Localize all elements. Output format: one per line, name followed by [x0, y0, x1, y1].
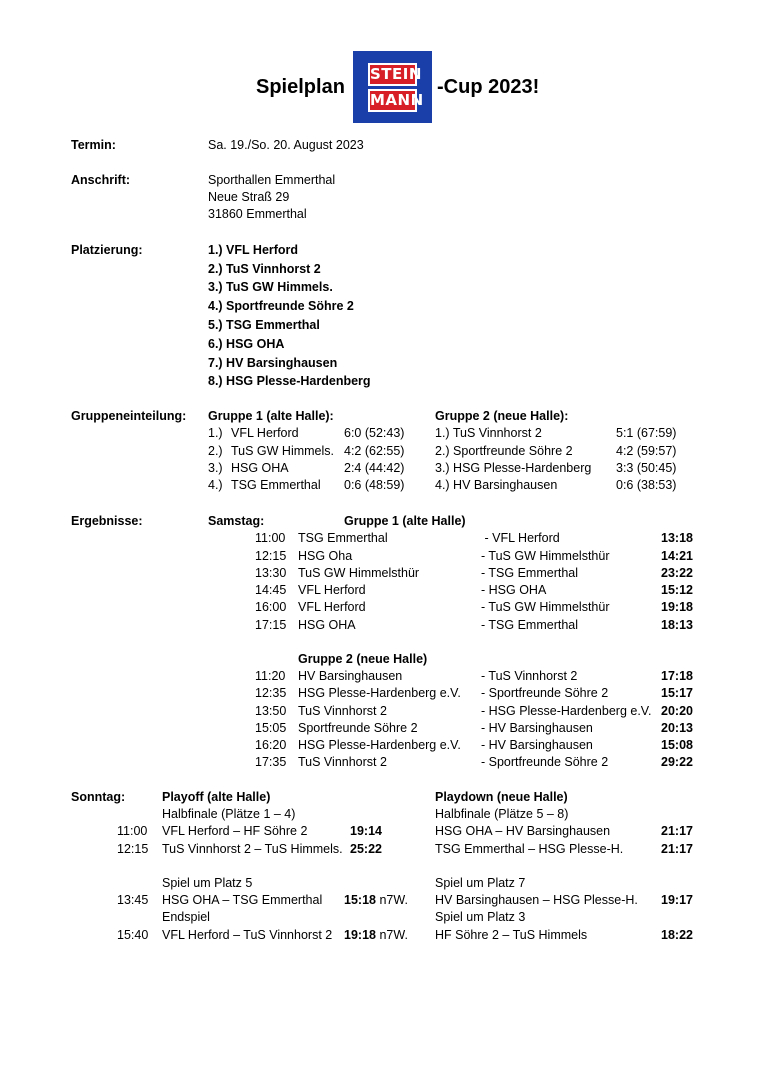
match-time: 13:30	[255, 566, 287, 580]
steinmann-logo	[353, 51, 432, 123]
g2-score: 5:1 (67:59)	[616, 426, 677, 440]
g1-team: HSG OHA	[231, 461, 289, 475]
match-home: HSG OHA	[298, 618, 356, 632]
g2-team: 1.) TuS Vinnhorst 2	[435, 426, 542, 440]
match-away: - TSG Emmerthal	[481, 618, 579, 632]
score-suffix: n7W.	[375, 893, 408, 907]
match-score: 15:17	[661, 686, 693, 700]
match-home: TuS Vinnhorst 2	[298, 755, 387, 769]
samstag-label: Samstag:	[208, 514, 265, 528]
playdown-match: HV Barsinghausen – HSG Plesse-H.	[435, 893, 638, 907]
g1-team: TSG Emmerthal	[231, 478, 321, 492]
match-time: 17:15	[255, 618, 287, 632]
match-home: HSG Oha	[298, 549, 353, 563]
playoff-score-line	[344, 928, 408, 942]
playoff-match: VFL Herford – HF Söhre 2	[162, 824, 308, 838]
g1-rank: 3.)	[208, 461, 223, 475]
logo-line-1: STEIN	[368, 63, 417, 86]
match-away: - Sportfreunde Söhre 2	[481, 686, 609, 700]
endspiel-title: Endspiel	[162, 910, 210, 924]
gruppe1-results-title: Gruppe 1 (alte Halle)	[344, 514, 466, 528]
match-time: 13:50	[255, 704, 287, 718]
playdown-score: 19:17	[661, 893, 693, 907]
match-time: 12:15	[255, 549, 287, 563]
match-time: 15:05	[255, 721, 287, 735]
match-score: 15:08	[661, 738, 693, 752]
playoff-score: 19:18	[344, 928, 376, 942]
g2-score: 4:2 (59:57)	[616, 444, 677, 458]
playdown-match: HF Söhre 2 – TuS Himmels	[435, 928, 588, 942]
match-time: 12:15	[117, 842, 149, 856]
g1-rank: 4.)	[208, 478, 223, 492]
match-away: - HV Barsinghausen	[481, 721, 593, 735]
g1-team: VFL Herford	[231, 426, 299, 440]
playdown-subtitle: Halbfinale (Plätze 5 – 8)	[435, 807, 569, 821]
match-time: 11:20	[255, 669, 286, 683]
platzierung-item: 1.) VFL Herford	[208, 243, 299, 257]
termin-label: Termin:	[71, 138, 116, 152]
playoff-match: TuS Vinnhorst 2 – TuS Himmels.	[162, 842, 343, 856]
match-away: - HSG Plesse-Hardenberg e.V.	[481, 704, 652, 718]
platzierung-item: 2.) TuS Vinnhorst 2	[208, 262, 321, 276]
match-away: - TuS GW Himmelsthür	[481, 549, 610, 563]
playoff-score: 15:18	[344, 893, 376, 907]
match-time: 16:00	[255, 600, 287, 614]
platzierung-item: 3.) TuS GW Himmels.	[208, 280, 333, 294]
gruppe1-title: Gruppe 1 (alte Halle):	[208, 409, 334, 423]
logo-line-2: MANN	[368, 89, 417, 112]
score-suffix: n7W.	[375, 928, 408, 942]
playdown-match: HSG OHA – HV Barsinghausen	[435, 824, 611, 838]
termin-value: Sa. 19./So. 20. August 2023	[208, 138, 364, 152]
match-score: 13:18	[661, 531, 693, 545]
playdown-score: 18:22	[661, 928, 693, 942]
match-score: 17:18	[661, 669, 693, 683]
playoff-subtitle: Halbfinale (Plätze 1 – 4)	[162, 807, 296, 821]
anschrift-line: Neue Straß 29	[208, 190, 290, 204]
platz5-title: Spiel um Platz 5	[162, 876, 253, 890]
playoff-match: HSG OHA – TSG Emmerthal	[162, 893, 323, 907]
platz3-title: Spiel um Platz 3	[435, 910, 526, 924]
playdown-score: 21:17	[661, 842, 693, 856]
g1-rank: 2.)	[208, 444, 223, 458]
g1-score: 6:0 (52:43)	[344, 426, 405, 440]
match-time: 11:00	[255, 531, 286, 545]
g1-score: 0:6 (48:59)	[344, 478, 405, 492]
match-home: VFL Herford	[298, 600, 366, 614]
match-home: TuS GW Himmelsthür	[298, 566, 420, 580]
playoff-title: Playoff (alte Halle)	[162, 790, 271, 804]
match-score: 20:13	[661, 721, 693, 735]
g2-team: 3.) HSG Plesse-Hardenberg	[435, 461, 592, 475]
playoff-match: VFL Herford – TuS Vinnhorst 2	[162, 928, 333, 942]
match-away: - TuS GW Himmelsthür	[481, 600, 610, 614]
platz7-title: Spiel um Platz 7	[435, 876, 526, 890]
match-score: 23:22	[661, 566, 693, 580]
g2-team: 2.) Sportfreunde Söhre 2	[435, 444, 573, 458]
g1-rank: 1.)	[208, 426, 223, 440]
match-score: 19:18	[661, 600, 693, 614]
gruppe2-results-title: Gruppe 2 (neue Halle)	[298, 652, 428, 666]
title-right: -Cup 2023!	[437, 76, 540, 98]
playoff-score: 25:22	[350, 842, 382, 856]
g2-team: 4.) HV Barsinghausen	[435, 478, 558, 492]
platzierung-item: 8.) HSG Plesse-Hardenberg	[208, 374, 371, 388]
g2-score: 0:6 (38:53)	[616, 478, 677, 492]
gruppen-label: Gruppeneinteilung:	[71, 409, 187, 423]
match-home: HSG Plesse-Hardenberg e.V.	[298, 686, 461, 700]
sonntag-label: Sonntag:	[71, 790, 126, 804]
anschrift-line: 31860 Emmerthal	[208, 207, 307, 221]
platzierung-item: 4.) Sportfreunde Söhre 2	[208, 299, 354, 313]
anschrift-label: Anschrift:	[71, 173, 131, 187]
match-home: TSG Emmerthal	[298, 531, 388, 545]
match-score: 14:21	[661, 549, 693, 563]
match-score: 15:12	[661, 583, 693, 597]
title-left: Spielplan	[256, 76, 345, 98]
platzierung-item: 6.) HSG OHA	[208, 337, 285, 351]
match-away: - TSG Emmerthal	[481, 566, 579, 580]
platzierung-item: 7.) HV Barsinghausen	[208, 356, 338, 370]
match-score: 29:22	[661, 755, 693, 769]
playdown-title: Playdown (neue Halle)	[435, 790, 568, 804]
match-away: - HV Barsinghausen	[481, 738, 593, 752]
match-time: 13:45	[117, 893, 149, 907]
g1-team: TuS GW Himmels.	[231, 444, 335, 458]
playoff-score: 19:14	[350, 824, 382, 838]
match-away: - HSG OHA	[481, 583, 547, 597]
g2-score: 3:3 (50:45)	[616, 461, 677, 475]
match-home: Sportfreunde Söhre 2	[298, 721, 418, 735]
match-home: VFL Herford	[298, 583, 366, 597]
match-home: TuS Vinnhorst 2	[298, 704, 387, 718]
match-time: 17:35	[255, 755, 287, 769]
match-time: 11:00	[117, 824, 148, 838]
ergebnisse-label: Ergebnisse:	[71, 514, 143, 528]
match-home: HSG Plesse-Hardenberg e.V.	[298, 738, 461, 752]
platzierung-label: Platzierung:	[71, 243, 143, 257]
match-time: 16:20	[255, 738, 287, 752]
match-time: 14:45	[255, 583, 287, 597]
match-time: 15:40	[117, 928, 149, 942]
match-home: HV Barsinghausen	[298, 669, 403, 683]
match-score: 18:13	[661, 618, 693, 632]
match-time: 12:35	[255, 686, 287, 700]
match-away: - Sportfreunde Söhre 2	[481, 755, 609, 769]
playdown-match: TSG Emmerthal – HSG Plesse-H.	[435, 842, 624, 856]
platzierung-item: 5.) TSG Emmerthal	[208, 318, 320, 332]
gruppe2-title: Gruppe 2 (neue Halle):	[435, 409, 569, 423]
match-score: 20:20	[661, 704, 693, 718]
match-away: - TuS Vinnhorst 2	[481, 669, 578, 683]
g1-score: 2:4 (44:42)	[344, 461, 405, 475]
playdown-score: 21:17	[661, 824, 693, 838]
playoff-score-line	[344, 893, 408, 907]
g1-score: 4:2 (62:55)	[344, 444, 405, 458]
anschrift-line: Sporthallen Emmerthal	[208, 173, 336, 187]
match-away: - VFL Herford	[481, 531, 560, 545]
